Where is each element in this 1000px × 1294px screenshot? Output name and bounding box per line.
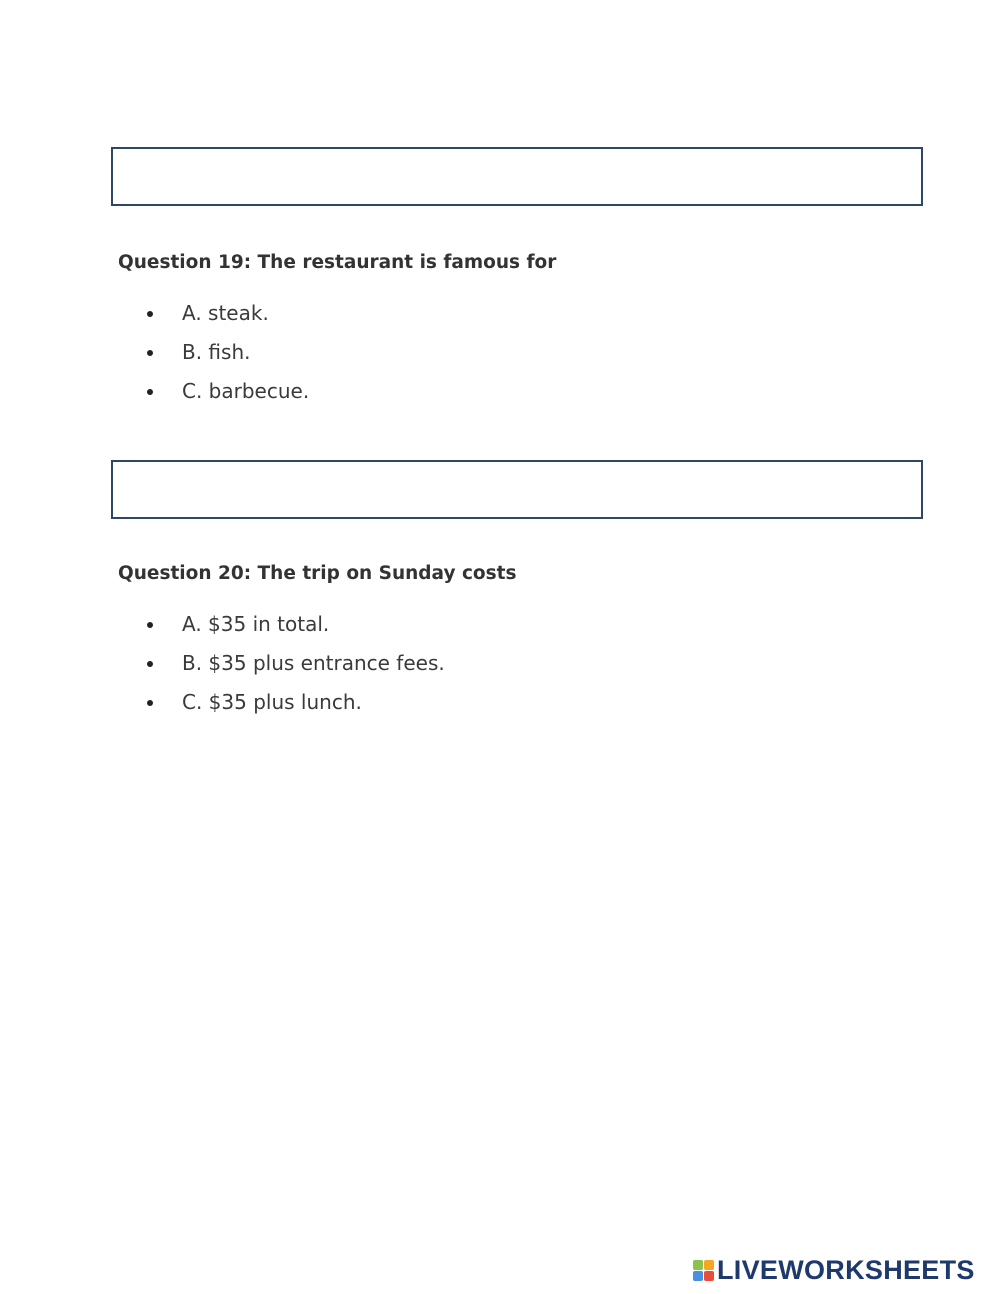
logo-square-e [704,1271,714,1281]
option-text: A. $35 in total. [182,612,330,636]
bullet-icon [147,700,153,706]
logo-square-l [693,1260,703,1270]
option-text: B. $35 plus entrance fees. [182,651,445,675]
option-text: C. $35 plus lunch. [182,690,362,714]
answer-box-question-19[interactable] [111,147,923,206]
bullet-icon [147,350,153,356]
bullet-icon [147,622,153,628]
logo-square-v [693,1271,703,1281]
option-text: C. barbecue. [182,379,310,403]
bullet-icon [147,661,153,667]
bullet-icon [147,311,153,317]
liveworksheets-logo-icon [693,1260,714,1281]
liveworksheets-logo [693,1255,975,1285]
logo-square-i [704,1260,714,1270]
liveworksheets-wordmark: LIVEWORKSHEETS [717,1255,975,1285]
question-20-title: Question 20: The trip on Sunday costs [118,563,517,584]
option-text: A. steak. [182,301,269,325]
bullet-icon [147,389,153,395]
answer-box-question-20[interactable] [111,460,923,519]
question-19-title: Question 19: The restaurant is famous for [118,252,557,273]
option-text: B. fish. [182,340,251,364]
